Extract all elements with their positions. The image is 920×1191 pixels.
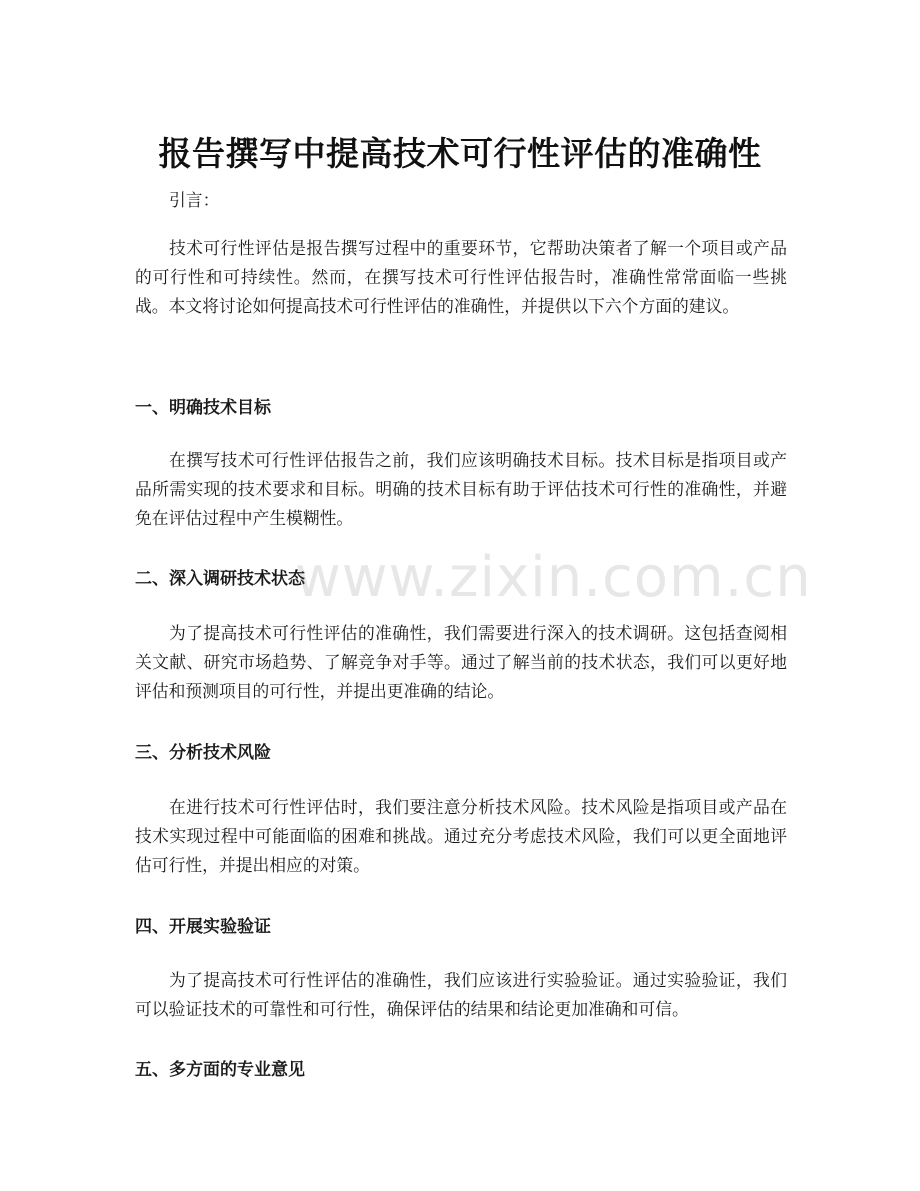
section-paragraph-2: 为了提高技术可行性评估的准确性，我们需要进行深入的技术调研。这包括查阅相关文献、研究市场趋势、了解竞争对手等。通过了解当前的技术状态，我们可以更好地评估和预测项目的可行性，并提出更准确的结论。	[135, 623, 787, 701]
section-paragraph-3: 在进行技术可行性评估时，我们要注意分析技术风险。技术风险是指项目或产品在技术实现过程中可能面临的困难和挑战。通过充分考虑技术风险，我们可以更全面地评估可行性，并提出相应的对策。	[135, 797, 787, 875]
section-heading-4: 四、开展实验验证	[135, 917, 271, 937]
intro-label: 引言：	[169, 190, 220, 210]
watermark-text: www.zixin.com.cn	[295, 545, 812, 610]
intro-paragraph: 技术可行性评估是报告撰写过程中的重要环节，它帮助决策者了解一个项目或产品的可行性和可持续性。然而，在撰写技术可行性评估报告时，准确性常常面临一些挑战。本文将讨论如何提高技术可行性评估的准确性，并提供以下六个方面的建议。	[135, 238, 787, 316]
section-heading-3: 三、分析技术风险	[135, 743, 271, 763]
section-paragraph-1: 在撰写技术可行性评估报告之前，我们应该明确技术目标。技术目标是指项目或产品所需实现的技术要求和目标。明确的技术目标有助于评估技术可行性的准确性，并避免在评估过程中产生模糊性。	[135, 450, 787, 528]
section-heading-2: 二、深入调研技术状态	[135, 569, 305, 589]
document-title: 报告撰写中提高技术可行性评估的准确性	[158, 134, 762, 174]
section-heading-5: 五、多方面的专业意见	[135, 1060, 305, 1080]
section-paragraph-4: 为了提高技术可行性评估的准确性，我们应该进行实验验证。通过实验验证，我们可以验证技术的可靠性和可行性，确保评估的结果和结论更加准确和可信。	[135, 970, 787, 1019]
section-heading-1: 一、明确技术目标	[135, 398, 271, 418]
